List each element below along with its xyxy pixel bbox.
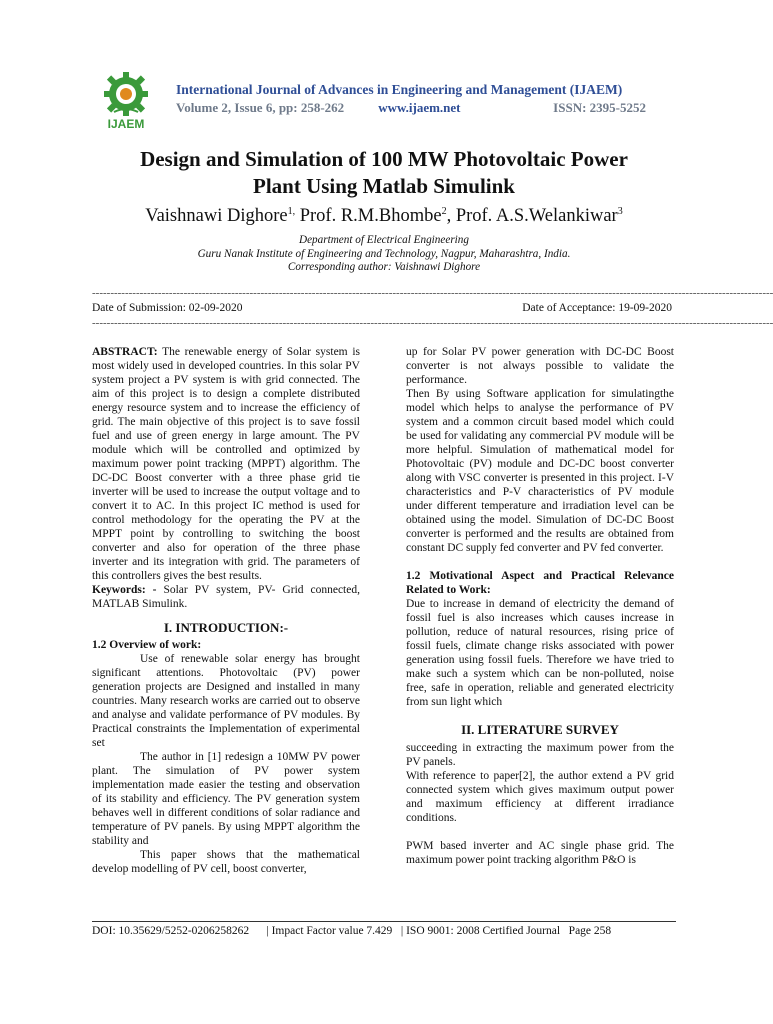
- divider-bottom: ------------------------------------------------------------------------------------------------------------------------------------------------------------------------------------------: [92, 317, 773, 329]
- literature-heading: II. LITERATURE SURVEY: [461, 722, 619, 737]
- paper-title: [60, 146, 708, 200]
- overview-heading: 1.2 Overview of work:: [92, 639, 202, 651]
- intro-paragraph-1: Use of renewable solar energy has brought significant attentions. Photovoltaic (PV) power generation projects are Designed and installed in many countries. Many research works are carried out to observe and analyse and validate performance of PV modules. By Practical constraints the Implementation of experimental set: [92, 653, 360, 749]
- title-line-2: Plant Using Matlab Simulink: [253, 174, 515, 198]
- intro-paragraph-3: This paper shows that the mathematical develop modelling of PV cell, boost converter,: [92, 849, 360, 875]
- right-paragraph-1: up for Solar PV power generation with DC-DC Boost converter is not always possible to validate the performance.: [406, 346, 674, 386]
- title-line-1: Design and Simulation of 100 MW Photovoltaic Power: [140, 147, 628, 171]
- affiliation: [60, 234, 708, 275]
- right-paragraph-5: With reference to paper[2], the author extend a PV grid connected system which gives maximum output power and maximum efficiency at different irradiance conditions.: [406, 770, 674, 824]
- intro-heading: I. INTRODUCTION:-: [163, 620, 289, 635]
- right-paragraph-6: PWM based inverter and AC single phase grid. The maximum power point tracking algorithm P&O is: [406, 840, 674, 866]
- author-1: Vaishnawi Dighore: [145, 206, 288, 227]
- abstract: ABSTRACT: The renewable energy of Solar system is most widely used in developed countries. In this solar PV system project a PV system is with grid connected. The aim of this project is to design a complete distributed energy resource system and to increase the efficiency of grid. The main objective of this project is to save fossil fuel and use of green energy in large amount. The PV module which will be controlled and optimized by maximum power point tracking (MPPT) algorithm. The DC-DC Boost converter with a three phase grid tie inverter will be used to increase the output voltage and to convert it to AC. In this project IC method is used for control methodology for the operating the PV at the MPPT point by controlling to switching the boost converter and also for operation of the three phase inverter and its integration with grid. The parameters of this controllers gives the best results.: [92, 346, 360, 582]
- footer-rule: [92, 921, 676, 922]
- author-list: Vaishnawi Dighore$^{1,}$ Prof. R.M.Bhombe$^2$, Prof. A.S.Welankiwar$^3$: [145, 206, 623, 227]
- right-paragraph-2: Then By using Software application for simulatingthe model which helps to analyse the performance of PV system and a common circuit based model which could be used for validating any commercial PV module will be more helpful. Simulation of mathematical model for Photovoltaic (PV) module and DC-DC boost converter along with VSC converter is presented in this project. I-V characteristics and P-V characteristics of PV module under different temperature and irradiation level can be obtained using the model. Simulation of DC-DC Boost converter is performed and the results are obtained from constant DC supply fed converter and PV fed converter.: [406, 388, 674, 554]
- journal-issn: ISSN: 2395-5252: [553, 100, 646, 115]
- journal-url[interactable]: www.ijaem.net: [378, 100, 461, 115]
- department: Department of Electrical Engineering: [299, 234, 469, 246]
- logo-text: IJAEM: [107, 117, 145, 131]
- right-paragraph-4: succeeding in extracting the maximum power from the PV panels.: [406, 742, 674, 768]
- author-2: Prof. R.M.Bhombe: [295, 206, 442, 227]
- left-column: [92, 345, 360, 876]
- dates-row: [92, 302, 672, 314]
- keywords: Keywords: - Solar PV system, PV- Grid connected, MATLAB Simulink.: [92, 584, 360, 610]
- institute: Guru Nanak Institute of Engineering and Technology, Nagpur, Maharashtra, India.: [197, 247, 571, 260]
- intro-paragraph-2: The author in [1] redesign a 10MW PV power plant. The simulation of PV power system implementation made easier the testing and observation of its stability and efficiency. The PV generation system behaves well in different conditions of solar radiance and temperature of PV panels. By using MPPT algorithm the stability and: [92, 751, 360, 847]
- journal-volume: Volume 2, Issue 6, pp: 258-262: [176, 100, 345, 115]
- acceptance-date: Date of Acceptance: 19-09-2020: [522, 302, 672, 314]
- journal-meta: [176, 100, 646, 116]
- right-column: [406, 345, 674, 867]
- journal-name: International Journal of Advances in Engineering and Management (IJAEM): [176, 82, 623, 97]
- page-footer: DOI: 10.35629/5252-0206258262 | Impact Factor value 7.429 | ISO 9001: 2008 Certified Journal Page 258: [92, 925, 612, 937]
- divider-top: ------------------------------------------------------------------------------------------------------------------------------------------------------------------------------------------: [92, 287, 773, 299]
- right-paragraph-3: Due to increase in demand of electricity the demand of fossil fuel is also increases which causes increase in pollution, reduce of natural resources, rising price of fossil fuels, climate change risks associated with power generation using fossil fuels. Therefore we have tried to make such a system which can be non-polluted, noise free, safe in operation, reliable and generated electricity from sun light which: [406, 598, 674, 708]
- corresponding-author: Corresponding author: Vaishnawi Dighore: [287, 261, 481, 273]
- submission-date: Date of Submission: 02-09-2020: [92, 302, 243, 314]
- ijaem-logo: [94, 68, 158, 132]
- motivation-heading: 1.2 Motivational Aspect and Practical Relevance Related to Work:: [406, 570, 674, 596]
- author-3: , Prof. A.S.Welankiwar: [446, 206, 618, 227]
